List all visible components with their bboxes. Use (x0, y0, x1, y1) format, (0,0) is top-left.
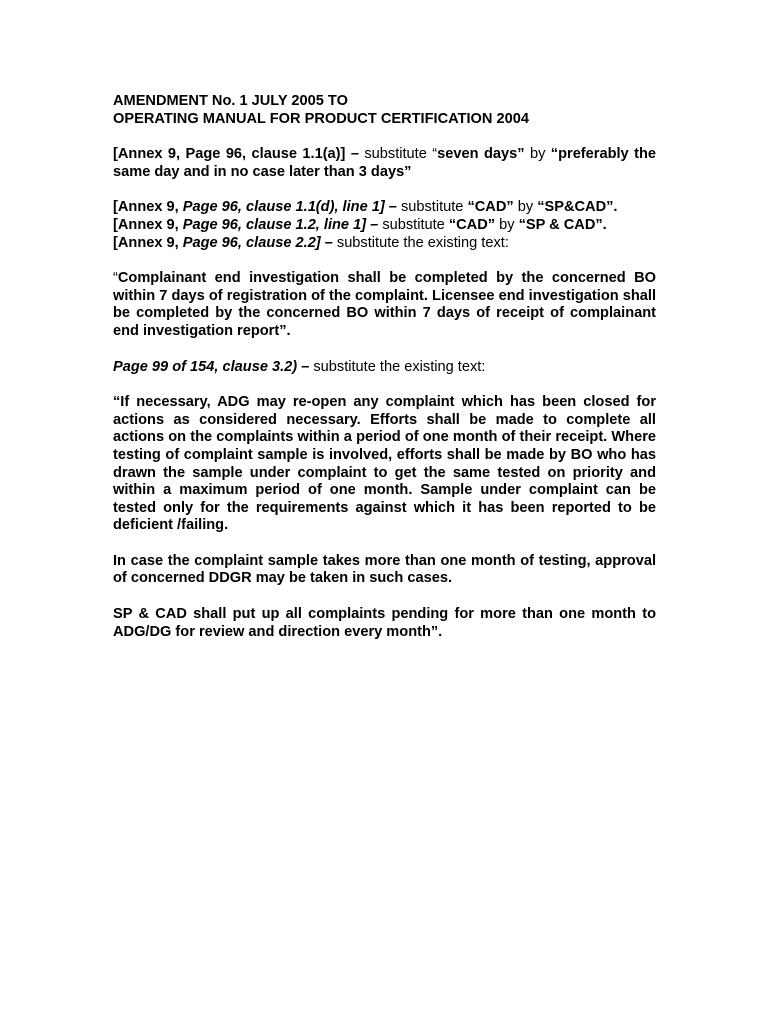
document-page (113, 93, 656, 641)
by-text: by (495, 216, 519, 233)
old-text: “CAD” (448, 216, 496, 233)
amendment-page99-clause-3-2 (113, 359, 656, 377)
clause-reference: [Annex 9, Page 96, clause 1.1(a)] – (113, 146, 359, 163)
replacement-body: Complainant end investigation shall be completed by the concerned BO within 7 days of registration of the complaint. Licensee end investigation shall be completed by the concerned BO within 7 days of receipt of complainant end investigation report”. (113, 270, 656, 339)
replacement-text-clause-2-2 (113, 270, 656, 340)
amendment-annex9-clause-1-1a (113, 146, 656, 181)
clause-reference-prefix: [Annex 9, (113, 216, 183, 233)
substitute-text: substitute “ (358, 146, 438, 163)
new-text: “preferably the same day and in no case later than 3 days” (113, 146, 656, 180)
substitute-text: substitute (396, 199, 468, 216)
clause-reference: Page 96, clause 2.2] – (182, 234, 333, 251)
amendment-title (113, 93, 656, 128)
replacement-text-spcad-review: SP & CAD shall put up all complaints pending for more than one month to ADG/DG for review and direction every month”. (113, 606, 656, 640)
clause-reference: Page 96, clause 1.2, line 1] – (182, 216, 379, 233)
replacement-text-reopen-complaint: “If necessary, ADG may re-open any complaint which has been closed for actions as considered necessary. Efforts shall be made to complete all actions on the complaints within a period of one month of their receipt. Where testing of complaint sample is involved, efforts shall be made by BO who has drawn the sample under complaint to get the same tested on priority and within a maximum period of one month. Sample under complaint can be tested only for the requirements against which it has been reported to be deficient /failing. (113, 394, 656, 534)
old-text: “CAD” (467, 199, 514, 216)
new-text: “SP & CAD”. (518, 216, 607, 233)
old-text: seven days” (437, 146, 525, 163)
substitute-text: substitute the existing text: (332, 234, 509, 251)
clause-reference-prefix: [Annex 9, (113, 199, 183, 216)
amendment-annex9-clause-1-1d (113, 199, 656, 217)
new-text: “SP&CAD”. (537, 199, 618, 216)
amendment-annex9-clause-1-2 (113, 217, 656, 235)
amendment-annex9-clause-2-2 (113, 235, 656, 253)
clause-reference: Page 96, clause 1.1(d), line 1] – (182, 199, 397, 216)
clause-reference: Page 99 of 154, clause 3.2) – (113, 358, 310, 375)
by-text: by (513, 199, 538, 216)
open-quote: “ (113, 270, 118, 287)
title-line-1: AMENDMENT No. 1 JULY 2005 TO (113, 93, 348, 109)
substitute-text: substitute the existing text: (309, 358, 486, 375)
title-line-2: OPERATING MANUAL FOR PRODUCT CERTIFICATION 2004 (113, 110, 529, 127)
clause-reference-prefix: [Annex 9, (113, 234, 183, 251)
substitute-text: substitute (378, 216, 449, 233)
by-text: by (524, 146, 551, 163)
replacement-text-ddgr-approval: In case the complaint sample takes more than one month of testing, approval of concerned DDGR may be taken in such cases. (113, 552, 656, 587)
